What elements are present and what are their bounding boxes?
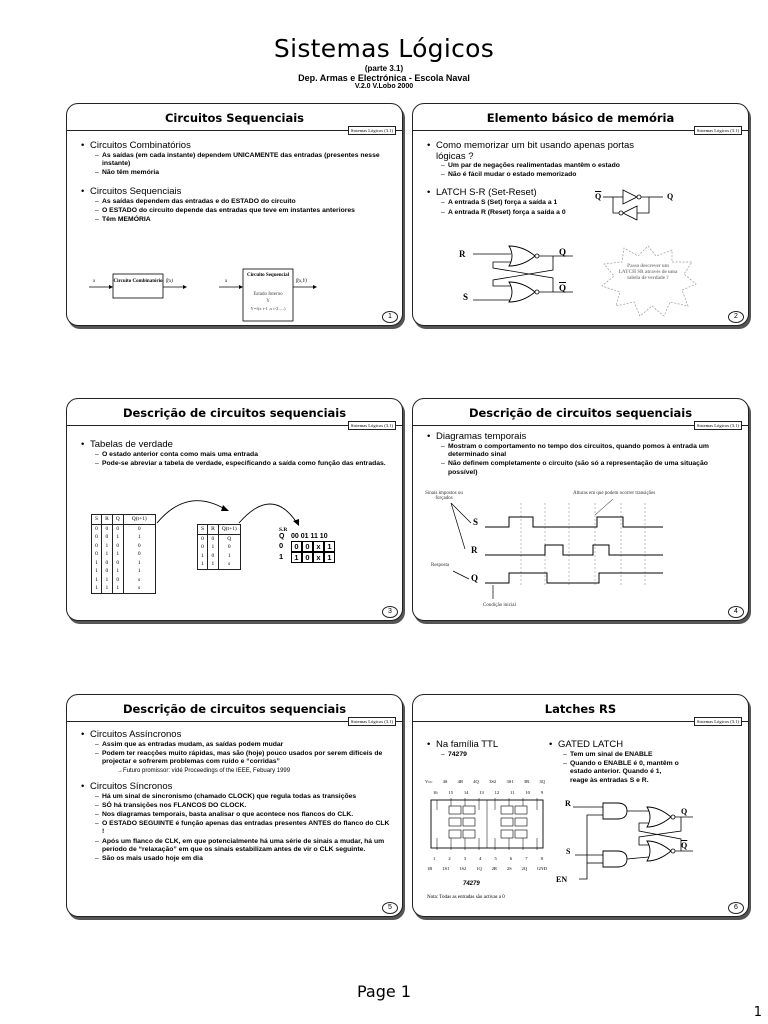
sub-bullet: – Têm MEMÓRIA	[95, 216, 392, 224]
slide-title: Descrição de circuitos sequenciais	[122, 702, 347, 716]
sub-bullet: – Quando o ENABLE é 0, mantêm o estado anterior. Quando é 1, reage às entradas S e R.	[563, 760, 679, 785]
bullet: • Circuitos Assíncronos	[81, 729, 392, 740]
bullet: • LATCH S-R (Set-Reset)	[427, 187, 738, 198]
slide-number: 1	[382, 311, 398, 323]
block-diagram	[67, 254, 402, 324]
chip-top-pins: Vcc 4S 4R 4Q 3S2 3S1 3R 3Q	[425, 779, 545, 784]
sub-bullet: – As saídas dependem das entradas e do ESTADO do circuito	[95, 198, 392, 206]
slide-6	[412, 694, 749, 917]
input-s-label: S	[463, 292, 469, 302]
chip-note: Nota: Todas as entradas são activas a 0	[427, 895, 505, 900]
bullet: • Na família TTL	[427, 739, 537, 750]
sub-bullet: – A entrada S (Set) força a saída a 1	[441, 199, 738, 207]
sub-bullet: – Assim que as entradas mudam, as saídas podem mudar	[95, 741, 392, 749]
slide-number: 3	[382, 606, 398, 618]
document-version: V.2.0 V.Lobo 2000	[354, 83, 414, 90]
slide-4: Descrição de circuitos sequenciais Sistemas Lógicos (3.1) • Diagramas temporais – Mostram o comportamento no tempo dos circuitos, quando pomos à entrada um determinado sinal – Não definem completamente o circuito (são só a representação de uma situação possível) Sinais impostos ou forçados Alturas em que podem ocorrer transições Resposta Condição inicial S R Q 4	[412, 398, 749, 621]
slide-tag: Sistemas Lógicos (3.1)	[348, 126, 396, 135]
slide-title: Latches RS	[544, 702, 617, 716]
page-number: 1	[753, 1005, 762, 1020]
note-text: →Futuro promissor: vidé Proceedings of the IEEE, Febuary 1999	[117, 767, 291, 774]
slide-2	[412, 103, 749, 326]
gated-qbar-label: $\overline{Q}$	[681, 841, 688, 850]
full-truth-table: S R Q Q(t+1) 0 0 0 0 1 1 1 1 0 0 1 1 0 0 1 1 0 1 0 1 0 1 0 1 0 1 0 0 1 1 s s	[91, 514, 156, 594]
document-header	[0, 34, 768, 90]
bullet: • Tabelas de verdade	[81, 439, 392, 450]
sub-bullet: – Não têm memória	[95, 169, 392, 177]
output-q-label: Q	[667, 192, 674, 201]
sub-bullet: – 74279	[441, 751, 537, 759]
sub-bullet: – Há um sinal de sincronismo (chamado CLOCK) que regula todas as transições	[95, 793, 392, 801]
output-qbar-label: $\overline{Q}$	[595, 192, 602, 201]
sequential-block: Circuito Sequencial	[247, 273, 289, 278]
bullet: • Como memorizar um bit usando apenas portas lógicas ?	[427, 140, 656, 162]
page-footer: Page 1	[357, 982, 411, 1001]
document-title: Sistemas Lógicos	[273, 34, 495, 63]
slide-title: Descrição de circuitos sequenciais	[122, 406, 347, 420]
bullet: • Circuitos Combinatórios	[81, 140, 392, 151]
latch-qbar-label: $\overline{Q}$	[559, 283, 567, 293]
sub-bullet: – O ESTADO do circuito depende das entradas que teve em instantes anteriores	[95, 207, 392, 215]
sub-bullet: – O ESTADO SEGUINTE é função apenas das entradas presentes ANTES do flanco do CLK !	[95, 820, 392, 836]
slide-number: 5	[382, 902, 398, 914]
input-r-label: R	[459, 249, 466, 259]
callout-text: Passo descrever um LATCH SR através de uma tabela de verdade ?	[618, 264, 678, 281]
slide-tag: Sistemas Lógicos (3.1)	[694, 421, 742, 430]
slide-number: 6	[728, 902, 744, 914]
signal-q-label: Q	[471, 573, 479, 583]
bullet: • Circuitos Síncronos	[81, 781, 392, 792]
gated-s-label: S	[566, 847, 571, 856]
slide-1: Circuitos Sequenciais Sistemas Lógicos (3.1) • Circuitos Combinatórios – As saídas (em cada instante) dependem UNICAMENTE das entradas (presentes nesse instante) – Não têm memória • Circuitos Sequenciais – As saídas dependem das entradas e do ESTADO do circuito – O ESTADO do circuito depende das entradas que teve em instantes anteriores – Têm MEMÓRIA x Circuito Combinatório f(x) x Circuito Sequencial Estado Interno Y Y=f(x t-1 ,x t-2 ,...) f(x,Y) 1	[66, 103, 403, 326]
arrows	[147, 487, 327, 527]
bullet: • Diagramas temporais	[427, 431, 738, 442]
sub-bullet: – Podem ter reacções muito rápidas, mas são (hoje) pouco usados por serem difíceis de projectar e sofrerem problemas com ruído e “corridas”	[95, 750, 392, 766]
inverter-loop-diagram	[593, 184, 693, 224]
abbreviated-truth-table: S R Q(t+1) 0 0 1 1 0 1 0 1 Q 0 1 s	[197, 524, 241, 570]
latch-q-label: Q	[559, 247, 567, 257]
slide-title: Elemento básico de memória	[486, 111, 675, 125]
sub-bullet: – São os mais usado hoje em dia	[95, 855, 392, 863]
signal-r-label: R	[471, 545, 478, 555]
gated-q-label: Q	[681, 807, 688, 816]
chip-top-pin-numbers: 16 15 14 13 12 11 10 9	[433, 790, 543, 795]
slide-title: Circuitos Sequenciais	[164, 111, 305, 125]
gated-r-label: R	[565, 799, 571, 808]
sub-bullet: – Após um flanco de CLK, em que potencialmente há uma série de sinais a mudar, há um período de “relaxação” em que os sinais estabilizam antes de vir o CLK seguinte.	[95, 838, 392, 854]
slide-title: Descrição de circuitos sequenciais	[468, 406, 693, 420]
signal-s-label: S	[473, 517, 479, 527]
enable-label: EN	[556, 875, 568, 884]
sr-latch-diagram	[453, 240, 613, 320]
slide-number: 4	[728, 606, 744, 618]
sub-bullet: – As saídas (em cada instante) dependem UNICAMENTE das entradas (presentes nesse instante)	[95, 152, 392, 168]
sub-bullet: – Um par de negações realimentadas mantêm o estado	[441, 162, 738, 170]
timing-diagram	[413, 487, 748, 612]
sub-bullet: – Mostram o comportamento no tempo dos circuitos, quando pomos à entrada um determinado sinal	[441, 443, 738, 459]
sub-bullet: – SÓ há transições nos FLANCOS DO CLOCK.	[95, 802, 392, 810]
combinational-block: Circuito Combinatório	[113, 279, 163, 284]
slide-tag: Sistemas Lógicos (3.1)	[694, 717, 742, 726]
chip-bottom-pin-numbers: 1 2 3 4 5 6 7 8	[433, 856, 543, 861]
chip-74279-diagram	[429, 798, 547, 850]
document-dept: Dep. Armas e Electrónica - Escola Naval	[298, 73, 470, 83]
slide-3	[66, 398, 403, 621]
karnaugh-map: S.R Q 00 01 11 10 0 0 0 x 1 1 1 0 x 1	[279, 527, 335, 563]
sub-bullet: – Pode-se abreviar a tabela de verdade, especificando a saída como função das entradas.	[95, 460, 392, 468]
slide-5	[66, 694, 403, 917]
bullet: • Circuitos Sequenciais	[81, 186, 392, 197]
chip-bottom-pins: 1R 1S1 1S2 1Q 2R 2S 2Q GND	[427, 866, 547, 871]
sub-bullet: – Tem um sinal de ENABLE	[563, 751, 679, 759]
sub-bullet: – O estado anterior conta como mais uma entrada	[95, 451, 392, 459]
slide-tag: Sistemas Lógicos (3.1)	[694, 126, 742, 135]
sub-bullet: – Não é fácil mudar o estado memorizado	[441, 171, 738, 179]
document-part: (parte 3.1)	[364, 64, 404, 73]
slide-number: 2	[728, 311, 744, 323]
slide-tag: Sistemas Lógicos (3.1)	[348, 421, 396, 430]
bullet: • GATED LATCH	[549, 739, 679, 750]
sub-bullet: – Não definem completamente o circuito (são só a representação de uma situação possível)	[441, 460, 738, 476]
sub-bullet: – A entrada R (Reset) força a saída a 0	[441, 209, 738, 217]
sub-bullet: – Nos diagramas temporais, basta analisar o que acontece nos flancos do CLK.	[95, 811, 392, 819]
chip-label: 74279	[463, 881, 480, 887]
slide-tag: Sistemas Lógicos (3.1)	[348, 717, 396, 726]
